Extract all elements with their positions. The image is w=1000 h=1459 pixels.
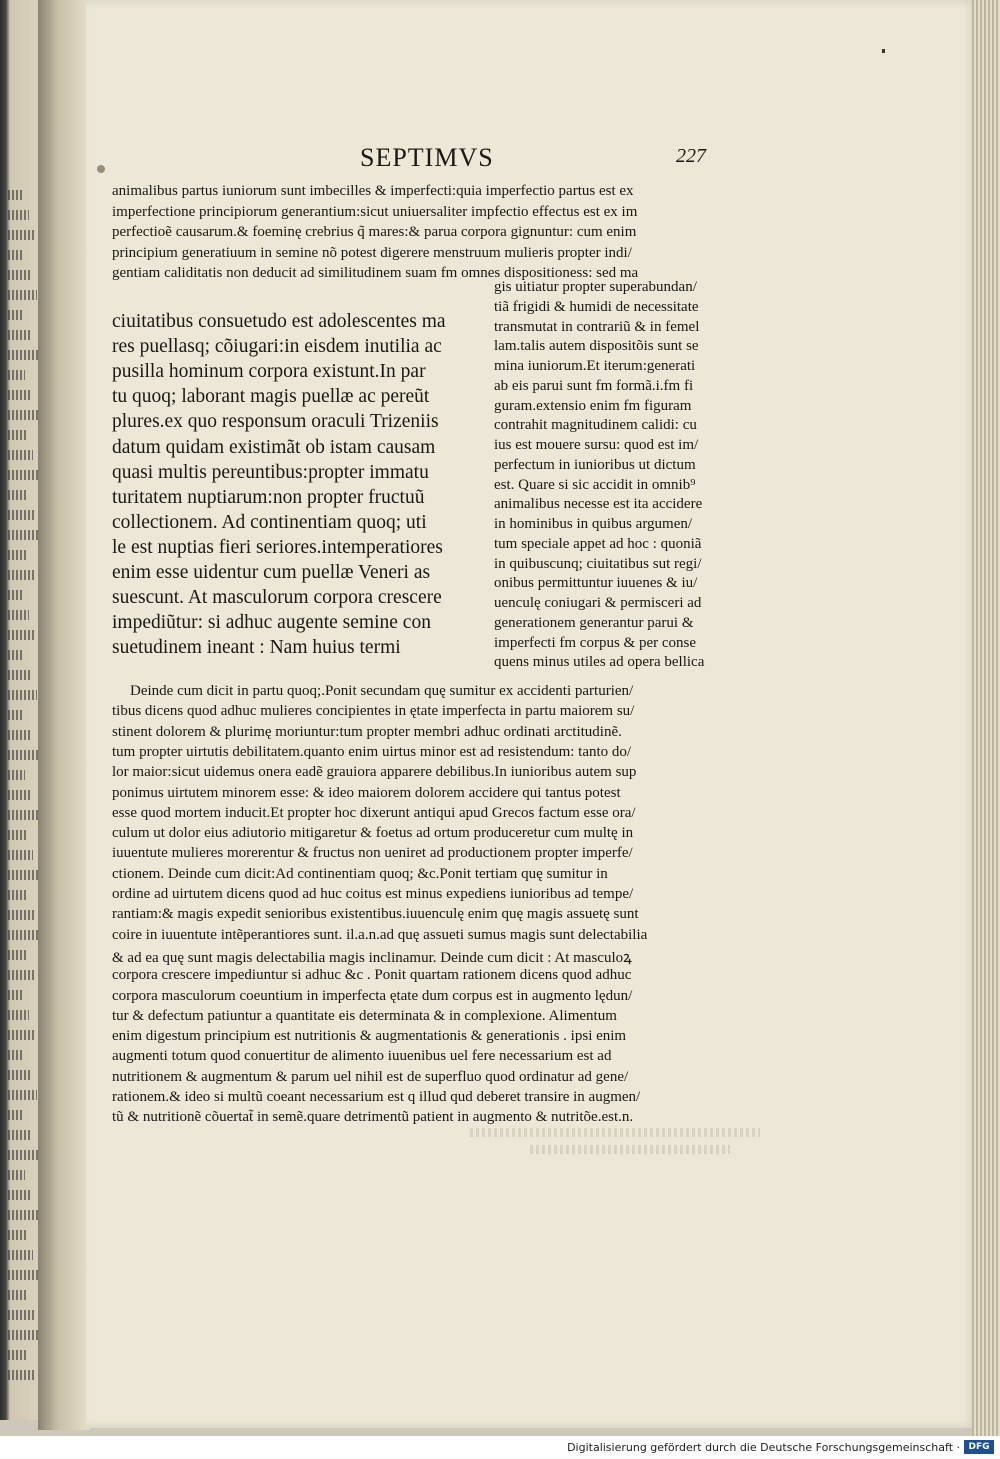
facing-page-text-fragment	[8, 1290, 27, 1300]
facing-page-text-fragment	[8, 390, 32, 400]
commentary-line: ponimus uirtutem minorem esse: & ideo maiorem dolorem accidere qui tantus potest	[112, 784, 621, 801]
commentary-line: Deinde cum dicit in partu quoq;.Ponit secundam quę sumitur ex accidenti parturien/	[130, 683, 634, 699]
facing-page-text-fragment	[8, 530, 41, 540]
commentary-line: perfectioẽ causarum.& foeminę crebrius q̃ mares:& parua corpora gignuntur: cum enim	[112, 224, 637, 240]
commentary-line: gentiam caliditatis non deducit ad similitudinem suam fm omnes dispositioness: sed ma	[112, 265, 639, 281]
facing-page-text-fragment	[8, 190, 22, 200]
commentary-line: perfectum in iunioribus ut dictum	[494, 456, 696, 473]
facing-page-text-fragment	[8, 910, 34, 920]
facing-page-text-fragment	[8, 510, 34, 520]
text-line: le est nuptias fieri seriores.intemperatiores	[112, 536, 443, 558]
facing-page-text-fragment	[8, 1150, 38, 1160]
facing-page-text-fragment	[8, 250, 23, 260]
commentary-line: ius est mouere sursu: quod est im/	[494, 437, 699, 453]
facing-page-text-fragment	[8, 1210, 39, 1220]
facing-page-text-fragment	[8, 1050, 23, 1060]
facing-page-text-fragment	[8, 410, 39, 420]
commentary-line: est. Quare si sic accidit in omnib⁹	[494, 476, 696, 493]
text-line: suetudinem ineant : Nam huius termi	[112, 637, 401, 659]
commentary-line: transmutat in contrariũ & in femel	[494, 318, 700, 335]
commentary-line: lam.talis autem dispositõis sunt se	[494, 338, 699, 355]
commentary-line: gis uitiatur propter superabundan/	[494, 279, 697, 295]
facing-page-text-fragment	[8, 1370, 35, 1380]
commentary-line: ordine ad uirtutem dicens quod ad huc coitus est minus expediens iunioribus ad tempe/	[112, 886, 634, 902]
facing-page-text-fragment	[8, 1170, 25, 1180]
commentary-line: tum propter uirtutis debilitatem.quanto enim uirtus minor est ad resistendum: tanto do/	[112, 743, 632, 760]
facing-page-text-fragment	[8, 230, 36, 240]
commentary-line: in hominibus in quibus argumen/	[494, 516, 693, 532]
text-line: pusilla hominum corpora existunt.In par	[112, 361, 426, 383]
text-line: plures.ex quo responsum oraculi Trizeniis	[112, 411, 439, 433]
facing-page-text-fragment	[8, 430, 26, 440]
commentary-line: ctionem. Deinde cum dicit:Ad continentiam quoq; &c.Ponit tertiam quę sumitur in	[112, 865, 608, 882]
commentary-line: tibus dicens quod adhuc mulieres concipientes in ętate imperfecta in partu maiorem su/	[112, 703, 635, 720]
commentary-line: enim digestum principium est nutritionis & augmentationis & generationis . ipsi enim	[112, 1028, 627, 1045]
binding-hole	[97, 165, 105, 173]
commentary-line: rantiam:& magis expedit senioribus existentibus.iuuenculę enim quę magis assuetę sunt	[112, 906, 639, 923]
facing-page-text-fragment	[8, 830, 26, 840]
facing-page-text-fragment	[8, 670, 30, 680]
text-line: res puellasq; cõiugari:in eisdem inutilia ac	[112, 336, 442, 358]
dfg-logo[interactable]: DFG	[964, 1440, 994, 1454]
facing-page-text-fragment	[8, 1090, 37, 1100]
facing-page-text-fragment	[8, 370, 25, 380]
facing-page-text-fragment	[8, 970, 35, 980]
folio-number: 227	[676, 145, 706, 167]
commentary-line: tum speciale appet ad hoc : quoniã	[494, 535, 702, 552]
facing-page-text-fragment	[8, 770, 25, 780]
facing-page-text-fragment	[8, 1130, 31, 1140]
commentary-line: corpora masculorum coeuntium in imperfecta ętate dum corpus est in augmento lędun/	[112, 987, 633, 1004]
facing-page-text-fragment	[8, 1110, 24, 1120]
commentary-line: esse quod mortem inducit.Et propter hoc dixerunt antiqui apud Grecos factum esse ora/	[112, 804, 636, 821]
facing-page-text-fragment	[8, 790, 32, 800]
facing-page-text-fragment	[8, 710, 24, 720]
book-gutter	[38, 0, 90, 1430]
text-line: quasi multis pereuntibus:propter immatu	[112, 461, 429, 483]
show-through-text	[470, 1128, 760, 1137]
commentary-line: corpora crescere impediuntur si adhuc &c . Ponit quartam rationem dicens quod adhuc	[112, 967, 632, 984]
commentary-line: lor maior:sicut uidemus onera eadẽ grauiora apparere debilibus.In iunioribus autem sup	[112, 764, 637, 781]
commentary-line: stinent dolorem & plurimę moriuntur:tum propter membri adhuc ordinati arctitudinẽ.	[112, 723, 622, 740]
page-edge-stack	[972, 0, 1000, 1440]
commentary-line: iuuentute mulieres morerentur & fructus non ueniret ad productionem propter imperfe/	[112, 845, 633, 862]
text-line: tu quoq; laborant magis puellæ ac pereũt	[112, 386, 430, 408]
commentary-line: principium generatiuum in semine nõ potest digerere menstruum mulieris propter indi/	[112, 244, 632, 261]
commentary-line: generationem generantur parui &	[494, 614, 694, 631]
text-line: enim esse uidentur cum puellæ Veneri as	[112, 562, 431, 583]
facing-page-text-fragment	[8, 870, 40, 880]
commentary-line: coire in iuuentute intẽperantiores sunt. il.a.n.ad quę assueti sumus magis sunt delectabilia	[112, 926, 648, 943]
text-line: ciuitatibus consuetudo est adolescentes ma	[112, 311, 446, 332]
facing-page-text-fragment	[8, 270, 30, 280]
commentary-line: tũ & nutritionẽ cõuertat̃ in semẽ.quare detrimentũ patient in augmento & nutritõe.est.n.	[112, 1109, 634, 1126]
commentary-line: tiã frigidi & humidi de necessitate	[494, 298, 699, 315]
facing-page-text-fragment	[8, 1010, 29, 1020]
facing-page-text-fragment	[8, 1190, 32, 1200]
facing-page-text-fragment	[8, 630, 36, 640]
facing-page-text-fragment	[8, 650, 23, 660]
commentary-line: rationem.& ideo si multũ coeant necessarium est q illud qud deberet transire in augmen/	[112, 1089, 641, 1105]
facing-page-text-fragment	[8, 350, 38, 360]
facing-page-text-fragment	[8, 1070, 30, 1080]
text-line: collectionem. Ad continentiam quoq; uti	[112, 511, 427, 533]
facing-page-text-fragment	[8, 1310, 34, 1320]
facing-page-text-fragment	[8, 950, 28, 960]
running-head: SEPTIMVS	[360, 143, 494, 172]
facing-page-text-fragment	[8, 1270, 40, 1280]
commentary-line: in quibuscunq; ciuitatibus sut regi/	[494, 555, 702, 572]
commentary-line: onibus permittuntur iuuenes & iu/	[494, 575, 698, 592]
commentary-line: imperfecti fm corpus & per conse	[494, 634, 697, 651]
text-line: turitatem nuptiarum:non propter fructuũ	[112, 486, 425, 508]
facing-page-text-fragment	[8, 1030, 36, 1040]
commentary-line: culum ut dolor eius adiutorio mitigaretur & foetus ad ortum produceretur cum multę in	[112, 825, 634, 842]
show-through-text	[530, 1145, 730, 1154]
facing-page-text-fragment	[8, 290, 37, 300]
commentary-line: quens minus utiles ad opera bellica	[494, 654, 705, 671]
facing-page-text-fragment	[8, 690, 37, 700]
commentary-line: augmenti totum quod conuertitur de alimento iuuenibus uel fere necessarium est ad	[112, 1048, 612, 1065]
facing-page-text-fragment	[8, 1250, 33, 1260]
commentary-line: mina iuniorum.Et iterum:generati	[494, 358, 696, 374]
facing-page-text-fragment	[8, 730, 31, 740]
facing-page-text-fragment	[8, 330, 31, 340]
commentary-line: guram.extensio enim fm figuram	[494, 397, 692, 414]
commentary-line: ab eis parui sunt fm formã.i.fm fi	[494, 377, 694, 394]
facing-page-text-fragment	[8, 810, 39, 820]
facing-page-text-fragment	[8, 1350, 28, 1360]
facing-page-text-fragment	[8, 890, 27, 900]
commentary-line: animalibus necesse est ita accidere	[494, 496, 703, 513]
facing-page-text-fragment	[8, 210, 29, 220]
commentary-line: animalibus partus iuniorum sunt imbecilles & imperfecti:quia imperfectio partus est ex	[112, 183, 634, 199]
facing-page-text-fragment	[8, 450, 33, 460]
facing-page-text-fragment	[8, 590, 22, 600]
commentary-line: & ad ea quę sunt magis delectabilia magis inclinamur. Deinde cum dicit : At masculoꝝ	[112, 949, 632, 966]
facing-page-text-fragment	[8, 310, 24, 320]
text-line: impediũtur: si adhuc augente semine con	[112, 612, 431, 634]
commentary-line: tur & defectum patiuntur a quantitate eis determinata & in complexione. Alimentum	[112, 1007, 617, 1024]
facing-page-text-fragment	[8, 850, 33, 860]
facing-page-text-fragment	[8, 470, 40, 480]
left-page-edge	[0, 0, 38, 1420]
facing-page-text-fragment	[8, 1230, 26, 1240]
ink-speck	[882, 49, 885, 53]
text-line: datum quidam existimãt ob istam causam	[112, 436, 436, 458]
facing-page-text-fragment	[8, 570, 35, 580]
facing-page-text-fragment	[8, 750, 38, 760]
commentary-line: imperfectione principiorum generantium:sicut uniuersaliter impfectio effectus est ex im	[112, 203, 638, 220]
commentary-line: nutritionem & augmentum & parum uel nihil est de superfluo quod ordinatur ad gene/	[112, 1068, 629, 1085]
facing-page-text-fragment	[8, 1330, 41, 1340]
digitization-credit[interactable]: Digitalisierung gefördert durch die Deutsche Forschungsgemeinschaft ·	[567, 1441, 960, 1454]
facing-page-text-fragment	[8, 610, 29, 620]
facing-page-text-fragment	[8, 930, 41, 940]
facing-page-text-fragment	[8, 550, 28, 560]
commentary-line: uenculę coniugari & permisceri ad	[494, 595, 702, 611]
facing-page-text-fragment	[8, 990, 22, 1000]
text-line: suescunt. At masculorum corpora crescere	[112, 587, 442, 609]
facing-page-text-fragment	[8, 490, 27, 500]
commentary-line: contrahit magnitudinem calidi: cu	[494, 417, 697, 434]
